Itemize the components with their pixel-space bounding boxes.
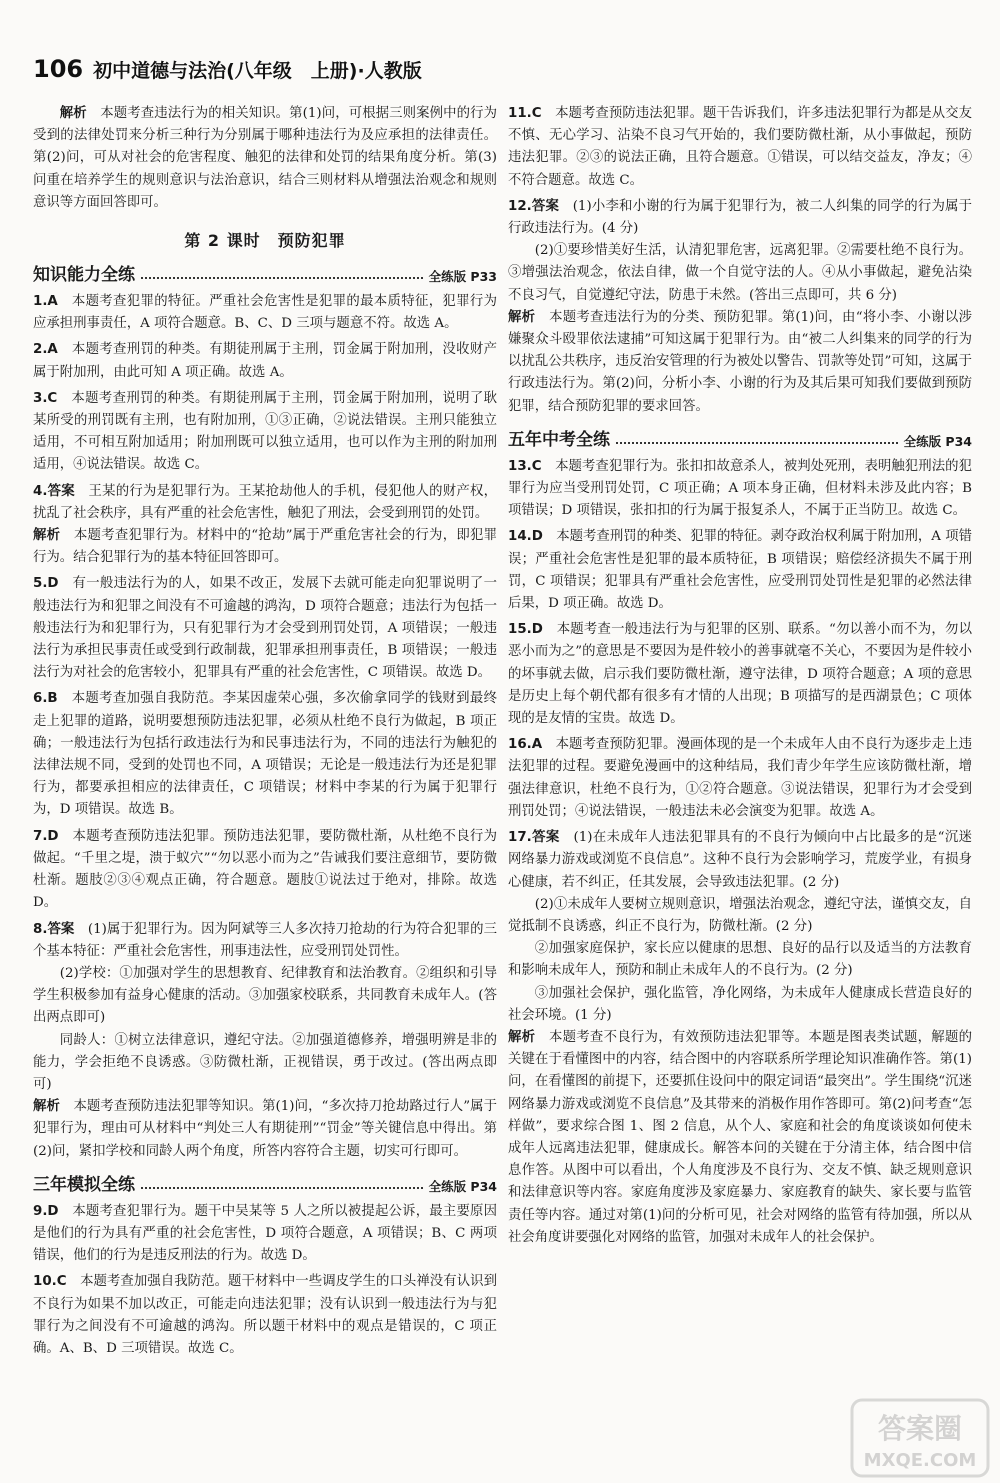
intro-analysis-label: 解析: [59, 106, 87, 121]
q12-p2: (2)①要珍惜美好生活，认清犯罪危害，远离犯罪。②需要杜绝不良行为。③增强法治观念，依法自律，做一个自觉守法的人。④从小事做起，避免沾染不良习气，自觉遵纪守法，防患于未然。(答出三点即可，共 6 分): [508, 243, 972, 303]
q3-num: 3.C: [33, 390, 58, 406]
q8-analysis-label: 解析: [33, 1099, 60, 1115]
q9-num: 9.D: [33, 1203, 59, 1219]
section3-title: 五年中考全练: [508, 429, 610, 450]
q14-num: 14.D: [508, 529, 543, 545]
section2-title: 三年模拟全练: [33, 1174, 135, 1195]
section-heading-knowledge: [33, 259, 497, 285]
q17-num: 17.: [508, 830, 532, 846]
q10-num: 10.C: [33, 1274, 67, 1290]
watermark-line2: MXQE.COM: [863, 1450, 977, 1471]
q11-text: 本题考查预防违法犯罪。题干告诉我们，许多违法犯罪行为都是从交友不慎、无心学习、沾染不良习气开始的，我们要防微杜渐，从小事做起，预防违法犯罪。②③的说法正确，且符合题意。①错误，可以结交益友，净友；④不符合题意。故选 C。: [508, 106, 973, 188]
section-heading-five-year: [508, 424, 972, 450]
q5-num: 5.D: [33, 576, 59, 592]
q12-tag: 答案: [531, 198, 560, 214]
answer-item-8: [33, 919, 497, 1163]
q1-text: 本题考查犯罪的特征。严重社会危害性是犯罪的最本质特征，犯罪行为应承担刑事责任，A 项符合题意。B、C、D 三项与题意不符。故选 A。: [33, 294, 497, 332]
q4-tag: 答案: [47, 483, 75, 499]
answer-item-2: [33, 339, 497, 383]
intro-analysis: [33, 103, 497, 214]
q6-text: 本题考查加强自我防范。李某因虚荣心强，多次偷拿同学的钱财到最终走上犯罪的道路，说明要想预防违法犯罪，必须从杜绝不良行为做起，B 项正确；一般违法行为包括行政违法行为和民事违法行为，不同的违法行为触犯的法律法规不同，受到的处罚也不同，A 项错误；无论是一般违法行为还是犯罪行为，都要承担相应的法律责任，C 项错误；材料中李某的行为属于犯罪行为，D 项错误。故选 B。: [33, 691, 498, 818]
q17-p3: ②加强家庭保护，家长应以健康的思想、良好的品行以及适当的方法教育和影响未成年人，预防和制止未成年人的不良行为。(2 分): [508, 941, 972, 979]
q12-p1: (1)小李和小谢的行为属于犯罪行为，被二人纠集的同学的行为属于行政违法行为。(4 分): [508, 198, 973, 237]
q17-analysis-label: 解析: [508, 1029, 536, 1045]
q4-text: 王某的行为是犯罪行为。王某抢劫他人的手机，侵犯他人的财产权，扰乱了社会秩序，具有严重的社会危害性，触犯了刑法，会受到刑罚的处罚。: [33, 483, 498, 521]
q9-text: 本题考查犯罪行为。题干中吴某等 5 人之所以被提起公诉，最主要原因是他们的行为具有严重的社会危害性，D 项符合题意，A 项错误；B、C 两项错误，他们的行为是违反刑法的行为。故选 D。: [33, 1203, 498, 1264]
section1-ref: 全练版 P33: [428, 269, 497, 285]
intro-analysis-text: 本题考查违法行为的相关知识。第(1)问，可根据三则案例中的行为受到的法律处罚来分析三种行为分别属于哪种违法行为及应承担的法律责任。第(2)问，可从对社会的危害程度、触犯的法律和处罚的结果角度分析。第(3)问重在培养学生的规则意识与法治意识，结合三则材料从增强法治观念和规则意识等方面回答即可。: [33, 106, 498, 210]
q15-text: 本题考查一般违法行为与犯罪的区别、联系。“勿以善小而不为，勿以恶小而为之”的意思是不要因为是件较小的善事就毫不关心，不要因为是件较小的坏事就去做，启示我们要防微杜渐，遵守法律，D 项符合题意；A 项的意思是历史上每个朝代都有很多有才情的人出现；B 项描写的是西湖景色；C 项体现的是友情的宝贵。故选 D。: [508, 622, 973, 727]
lesson-title: 第 2 课时 预防犯罪: [184, 231, 346, 251]
q8-p2: (2)学校：①加强对学生的思想教育、纪律教育和法治教育。②组织和引导学生积极参加有益身心健康的活动。③加强家校联系，共同教育未成年人。(答出两点即可): [33, 965, 497, 1026]
q4-num: 4.: [33, 483, 48, 499]
q16-text: 本题考查预防犯罪。漫画体现的是一个未成年人由不良行为逐步走上违法犯罪的过程。要避免漫画中的这种结局，我们青少年学生应该防微杜渐，增强法律意识，杜绝不良行为，①②符合题意。③说法错误，犯罪行为才会受到刑罚处罚；④说法错误，一般违法未必会演变为犯罪。故选 A。: [508, 737, 973, 819]
q12-num: 12.: [508, 198, 532, 214]
answer-item-15: [508, 619, 972, 730]
q15-num: 15.D: [508, 622, 543, 638]
q10-text: 本题考查加强自我防范。题干材料中一些调皮学生的口头禅没有认识到不良行为如果不加以改正，可能走向违法犯罪；没有认识到一般违法行为与犯罪行为之间没有不可逾越的鸿沟。所以题干材料中的观点是错误的，C 项正确。A、B、D 三项错误。故选 C。: [33, 1274, 498, 1356]
q4-analysis: 本题考查犯罪行为。材料中的“抢劫”属于严重危害社会的行为，即犯罪行为。结合犯罪行为的基本特征回答即可。: [33, 528, 497, 566]
answer-item-9: [33, 1201, 497, 1268]
page-number: 106: [33, 55, 84, 83]
q17-analysis: 本题考查不良行为，有效预防违法犯罪等。本题是图表类试题，解题的关键在于看懂图中的内容，结合图中的内容联系所学理论知识准确作答。第(1)问，在看懂图的前提下，还要抓住设问中的限定词语“最突出”。学生围绕“沉迷网络暴力游戏或浏览不良信息”及其带来的消极作用作答即可。第(2)问考查“怎样做”，要求综合图 1、图 2 信息，从个人、家庭和社会的角度谈谈如何使未成年人远离违法犯罪，健康成长。解答本问的关键在于分清主体，结合图中信息作答。从图中可以看出，个人角度涉及不良行为、交友不慎、缺乏规则意识和法律意识等内容。家庭角度涉及家庭暴力、家庭教育的缺失、家长要与监管责任等内容。通过对第(1)问的分析可见，社会对网络的监管有待加强，所以从社会角度讲要强化对网络的监管，加强对未成年人的社会保护。: [508, 1029, 973, 1245]
answer-item-12: [508, 196, 972, 418]
q5-text: 有一般违法行为的人，如果不改正，发展下去就可能走向犯罪说明了一般违法行为和犯罪之间没有不可逾越的鸿沟，D 项符合题意；违法行为包括一般违法行为和犯罪行为，只有犯罪行为才会受到刑罚处罚，A 项错误；一般违法行为承担民事责任或受到行政制裁，犯罪承担刑事责任，B 项错误；一般违法行为对社会的危害较小，犯罪具有严重的社会危害性，C 项错误。故选 D。: [33, 576, 497, 681]
section-heading-three-year: [33, 1169, 497, 1195]
dotted-leader: [616, 442, 898, 444]
q7-num: 7.D: [33, 828, 59, 844]
watermark-line1: 答案圈: [877, 1412, 963, 1445]
dotted-leader: [141, 277, 423, 279]
answer-item-4: [33, 481, 497, 570]
section3-ref: 全练版 P34: [903, 433, 972, 449]
q2-text: 本题考查刑罚的种类。有期徒刑属于主刑，罚金属于附加刑，没收财产属于附加刑，由此可知 A 项正确。故选 A。: [33, 342, 497, 380]
q2-num: 2.A: [33, 342, 58, 358]
q1-num: 1.A: [33, 294, 58, 310]
answer-item-3: [33, 388, 497, 477]
q8-tag: 答案: [47, 921, 75, 937]
site-watermark-logo: [850, 1398, 990, 1478]
q8-num: 8.: [33, 921, 48, 937]
left-column: [33, 103, 497, 1364]
q17-p4: ③加强社会保护，强化监管，净化网络，为未成年人健康成长营造良好的社会环境。(1 分): [508, 985, 972, 1023]
q12-analysis: 本题考查违法行为的分类、预防犯罪。第(1)问，由“将小李、小谢以涉嫌聚众斗殴罪依法逮捕”可知这属于犯罪行为。由“被二人纠集来的同学的行为以扰乱公共秩序，违反治安管理的行为被处以警告、罚款等处罚”可知，这属于行政违法行为。第(2)问，分析小李、小谢的行为及其后果可知我们要做到预防犯罪，结合预防犯罪的要求回答。: [508, 309, 973, 414]
section2-ref: 全练版 P34: [428, 1178, 497, 1194]
q6-num: 6.B: [33, 691, 58, 707]
answer-item-7: [33, 826, 497, 915]
answer-item-17: [508, 827, 972, 1249]
section1-title: 知识能力全练: [33, 265, 135, 286]
answer-item-16: [508, 734, 972, 823]
q17-p1: (1)在未成年人违法犯罪具有的不良行为倾向中占比最多的是“沉迷网络暴力游戏或浏览不良信息”。这种不良行为会影响学习，荒废学业，有损身心健康，若不纠正，任其发展，会导致违法犯罪。(2 分): [508, 830, 973, 890]
q3-text: 本题考查刑罚的种类。有期徒刑属于主刑，罚金属于附加刑，说明了耿某所受的刑罚既有主刑，也有附加刑，①③正确，②说法错误。主刑只能独立适用，不可相互附加适用；附加刑既可以独立适用，也可以作为主刑的附加刑适用，④说法错误。故选 C。: [33, 390, 498, 473]
answer-item-11: [508, 103, 972, 192]
q11-num: 11.C: [508, 106, 542, 121]
q12-analysis-label: 解析: [508, 309, 536, 325]
answer-item-14: [508, 526, 972, 615]
q8-p1: (1)属于犯罪行为。因为阿斌等三人多次持刀抢劫的行为符合犯罪的三个基本特征：严重社会危害性，刑事违法性，应受刑罚处罚性。: [33, 921, 498, 959]
q16-num: 16.A: [508, 737, 543, 753]
q13-text: 本题考查犯罪行为。张扣扣故意杀人，被判处死刑，表明触犯刑法的犯罪行为应当受刑罚处罚，C 项正确；A 项本身正确，但材料未涉及此内容；B 项错误；D 项错误，张扣扣的行为属于报复杀人，不属于正当防卫。故选 C。: [508, 458, 973, 519]
q17-tag: 答案: [531, 830, 560, 846]
q8-p3: 同龄人：①树立法律意识，遵纪守法。②加强道德修养，增强明辨是非的能力，学会拒绝不良诱惑。③防微杜渐，正视错误，勇于改过。(答出两点即可): [33, 1032, 497, 1092]
q7-text: 本题考查预防违法犯罪。预防违法犯罪，要防微杜渐，从杜绝不良行为做起。“千里之堤，溃于蚁穴”“勿以恶小而为之”告诫我们要注意细节，要防微杜渐。题肢②③④观点正确，符合题意。题肢①说法过于绝对，排除。故选 D。: [33, 828, 497, 911]
q17-p2: (2)①未成年人要树立规则意识，增强法治观念，遵纪守法，谨慎交友，自觉抵制不良诱惑，纠正不良行为，防微杜渐。(2 分): [508, 896, 972, 934]
q8-analysis: 本题考查预防违法犯罪等知识。第(1)问，“多次持刀抢劫路过行人”属于犯罪行为，理由可从材料中“判处三人有期徒刑”“罚金”等关键信息中得出。第(2)问，紧扣学校和同龄人两个角度，所答内容符合主题，切实可行即可。: [33, 1099, 498, 1159]
answer-item-13: [508, 456, 972, 523]
q4-analysis-label: 解析: [33, 528, 61, 544]
book-title: 初中道德与法治(八年级 上册)·人教版: [93, 59, 422, 82]
answer-item-5: [33, 573, 497, 684]
answer-item-1: [33, 291, 497, 335]
answer-item-6: [33, 688, 497, 821]
answer-item-10: [33, 1271, 497, 1360]
page-header: [33, 52, 533, 86]
right-column: [508, 103, 972, 1253]
q13-num: 13.C: [508, 458, 542, 474]
q14-text: 本题考查刑罚的种类、犯罪的特征。剥夺政治权利属于附加刑，A 项错误；严重社会危害性是犯罪的最本质特征，B 项错误；赔偿经济损失不属于刑罚，C 项错误；犯罪具有严重社会危害性，应受刑罚处罚性是犯罪的必然法律后果，D 项正确。故选 D。: [508, 529, 972, 612]
dotted-leader: [141, 1187, 423, 1189]
